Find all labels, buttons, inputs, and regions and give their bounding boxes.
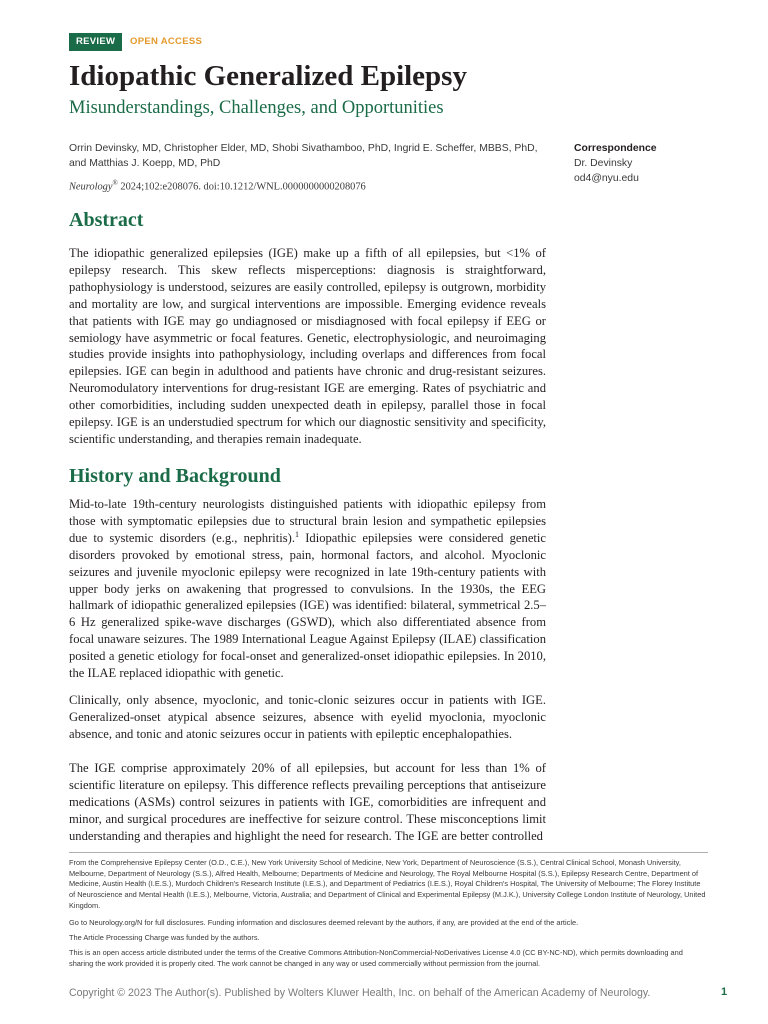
citation-details: 2024;102:e208076. doi:10.1212/WNL.0000000000208076 [117, 181, 366, 193]
abstract-heading: Abstract [69, 209, 144, 231]
registered-mark: ® [112, 179, 118, 187]
history-paragraph-1 [69, 496, 546, 682]
disclosures-footnote: Go to Neurology.org/N for full disclosures. Funding information and disclosures deemed relevant by the authors, if any, are provided at the end of the article. [69, 918, 579, 927]
citation-line [69, 179, 366, 192]
apc-footnote: The Article Processing Charge was funded by the authors. [69, 933, 260, 942]
license-footnote: This is an open access article distributed under the terms of the Creative Commons Attribution-NonCommercial-NoDerivatives License 4.0 (CC BY-NC-ND), which permits downloading and sharing the work provided it is properly cited. The work cannot be changed in any way or used commercially without permission from the journal. [69, 948, 683, 968]
journal-name: Neurology [69, 181, 113, 193]
correspondence-email[interactable]: od4@nyu.edu [574, 173, 639, 184]
article-subtitle: Misunderstandings, Challenges, and Opportunities [69, 98, 444, 118]
history-heading: History and Background [69, 465, 281, 487]
history-paragraph-2: Clinically, only absence, myoclonic, and tonic-clonic seizures occur in patients with IGE. Generalized-onset atypical absence seizures, absence with eyelid myoclonia, myoclonic absence, and tonic and atonic seizures occur in patients with epileptic encephalopathies. [69, 693, 546, 741]
page-number: 1 [721, 986, 728, 998]
correspondence-heading: Correspondence [574, 143, 657, 154]
copyright-notice: Copyright © 2023 The Author(s). Published by Wolters Kluwer Health, Inc. on behalf of the American Academy of Neurology. [69, 987, 651, 999]
correspondence-name: Dr. Devinsky [574, 158, 633, 169]
history-p1-text-a: Mid-to-late 19th-century neurologists distinguished patients with idiopathic epilepsy from those with symptomatic epilepsies due to structural brain lesion and sympathetic epilepsies due to systemic disorders (e.g., nephritis). [69, 497, 546, 545]
affiliations-footnote: From the Comprehensive Epilepsy Center (O.D., C.E.), New York University School of Medicine, New York, Department of Neuroscience (S.S.), Central Clinical School, Monash University, Melbourne, Department of Neurology (S.S.), Alfred Health, Melbourne; Departments of Medicine and Neurology, The Royal Melbourne Hospital (S.S.), Epilepsy Research Centre, Department of Medicine, Austin Health (I.E.S.), Murdoch Children's Research Institute (I.E.S.), and Department of Pediatrics (I.E.S.), Royal Children's Hospital, The University of Melbourne; The Florey Institute of Neuroscience and Mental Health (I.E.S.), Melbourne, Victoria, Australia; and Department of Clinical and Experimental Epilepsy (M.J.K.), University College London Institute of Neurology, United Kingdom. [69, 858, 706, 910]
open-access-label: OPEN ACCESS [130, 36, 203, 47]
history-paragraph-3: The IGE comprise approximately 20% of all epilepsies, but account for less than 1% of scientific literature on epilepsy. This difference reflects prevailing perceptions that antiseizure medications (ASMs) control seizures in patients with IGE, comorbidities are infrequent and minor, and surgical procedures are ineffective for seizure control. These misconceptions limit understanding and therapies and highlight the need for research. The IGE are better controlled [69, 761, 546, 843]
abstract-text: The idiopathic generalized epilepsies (IGE) make up a fifth of all epilepsies, but <1% of epilepsy research. This skew reflects misperceptions: diagnosis is straightforward, pathophysiology is understood, seizures are easily controlled, epilepsy is outgrown, morbidity and mortality are low, and surgical interventions are impossible. Emerging evidence reveals that patients with IGE may go undiagnosed or misdiagnosed with focal epilepsy if EEG or semiology have asymmetric or focal features. Genetic, electrophysiologic, and neuroimaging studies provide insights into pathophysiology, including overlaps and differences from focal epilepsies. IGE can begin in adulthood and patients have chronic and drug-resistant seizures. Neuromodulatory interventions for drug-resistant IGE are emerging. Rates of psychiatric and other comorbidities, including sudden unexpected death in epilepsy, parallel those in focal epilepsy. IGE is an understudied spectrum for which our diagnostic sensitivity and specificity, scientific understanding, and therapies remain inadequate. [69, 246, 546, 446]
correspondence-block [574, 141, 657, 186]
reference-marker[interactable]: 1 [295, 529, 300, 539]
review-badge: REVIEW [69, 33, 122, 51]
history-p1-text-b: Idiopathic epilepsies were considered genetic disorders provoked by emotional stress, pain, hormonal factors, and alcohol. Myoclonic seizures and juvenile myoclonic epilepsy were recognized in late 19th-century patients with upper body jerks on awakening that progressed to convulsions. In the 1930s, the EEG hallmark of idiopathic generalized epilepsies (IGE) was identified: bilateral, symmetrical 2.5–6 Hz generalized spike-wave discharges (GSWD), which also differentiated absence from focal unaware seizures. The 1989 International League Against Epilepsy (ILAE) classification posited a genetic etiology for focal-onset and generalized-onset idiopathic epilepsies. In 2010, the ILAE replaced idiopathic with genetic. [69, 530, 546, 681]
article-title: Idiopathic Generalized Epilepsy [69, 60, 467, 92]
footnote-divider [69, 852, 708, 853]
author-list: Orrin Devinsky, MD, Christopher Elder, MD, Shobi Sivathamboo, PhD, Ingrid E. Scheffer, MBBS, PhD, and Matthias J. Koepp, MD, PhD [69, 143, 538, 169]
